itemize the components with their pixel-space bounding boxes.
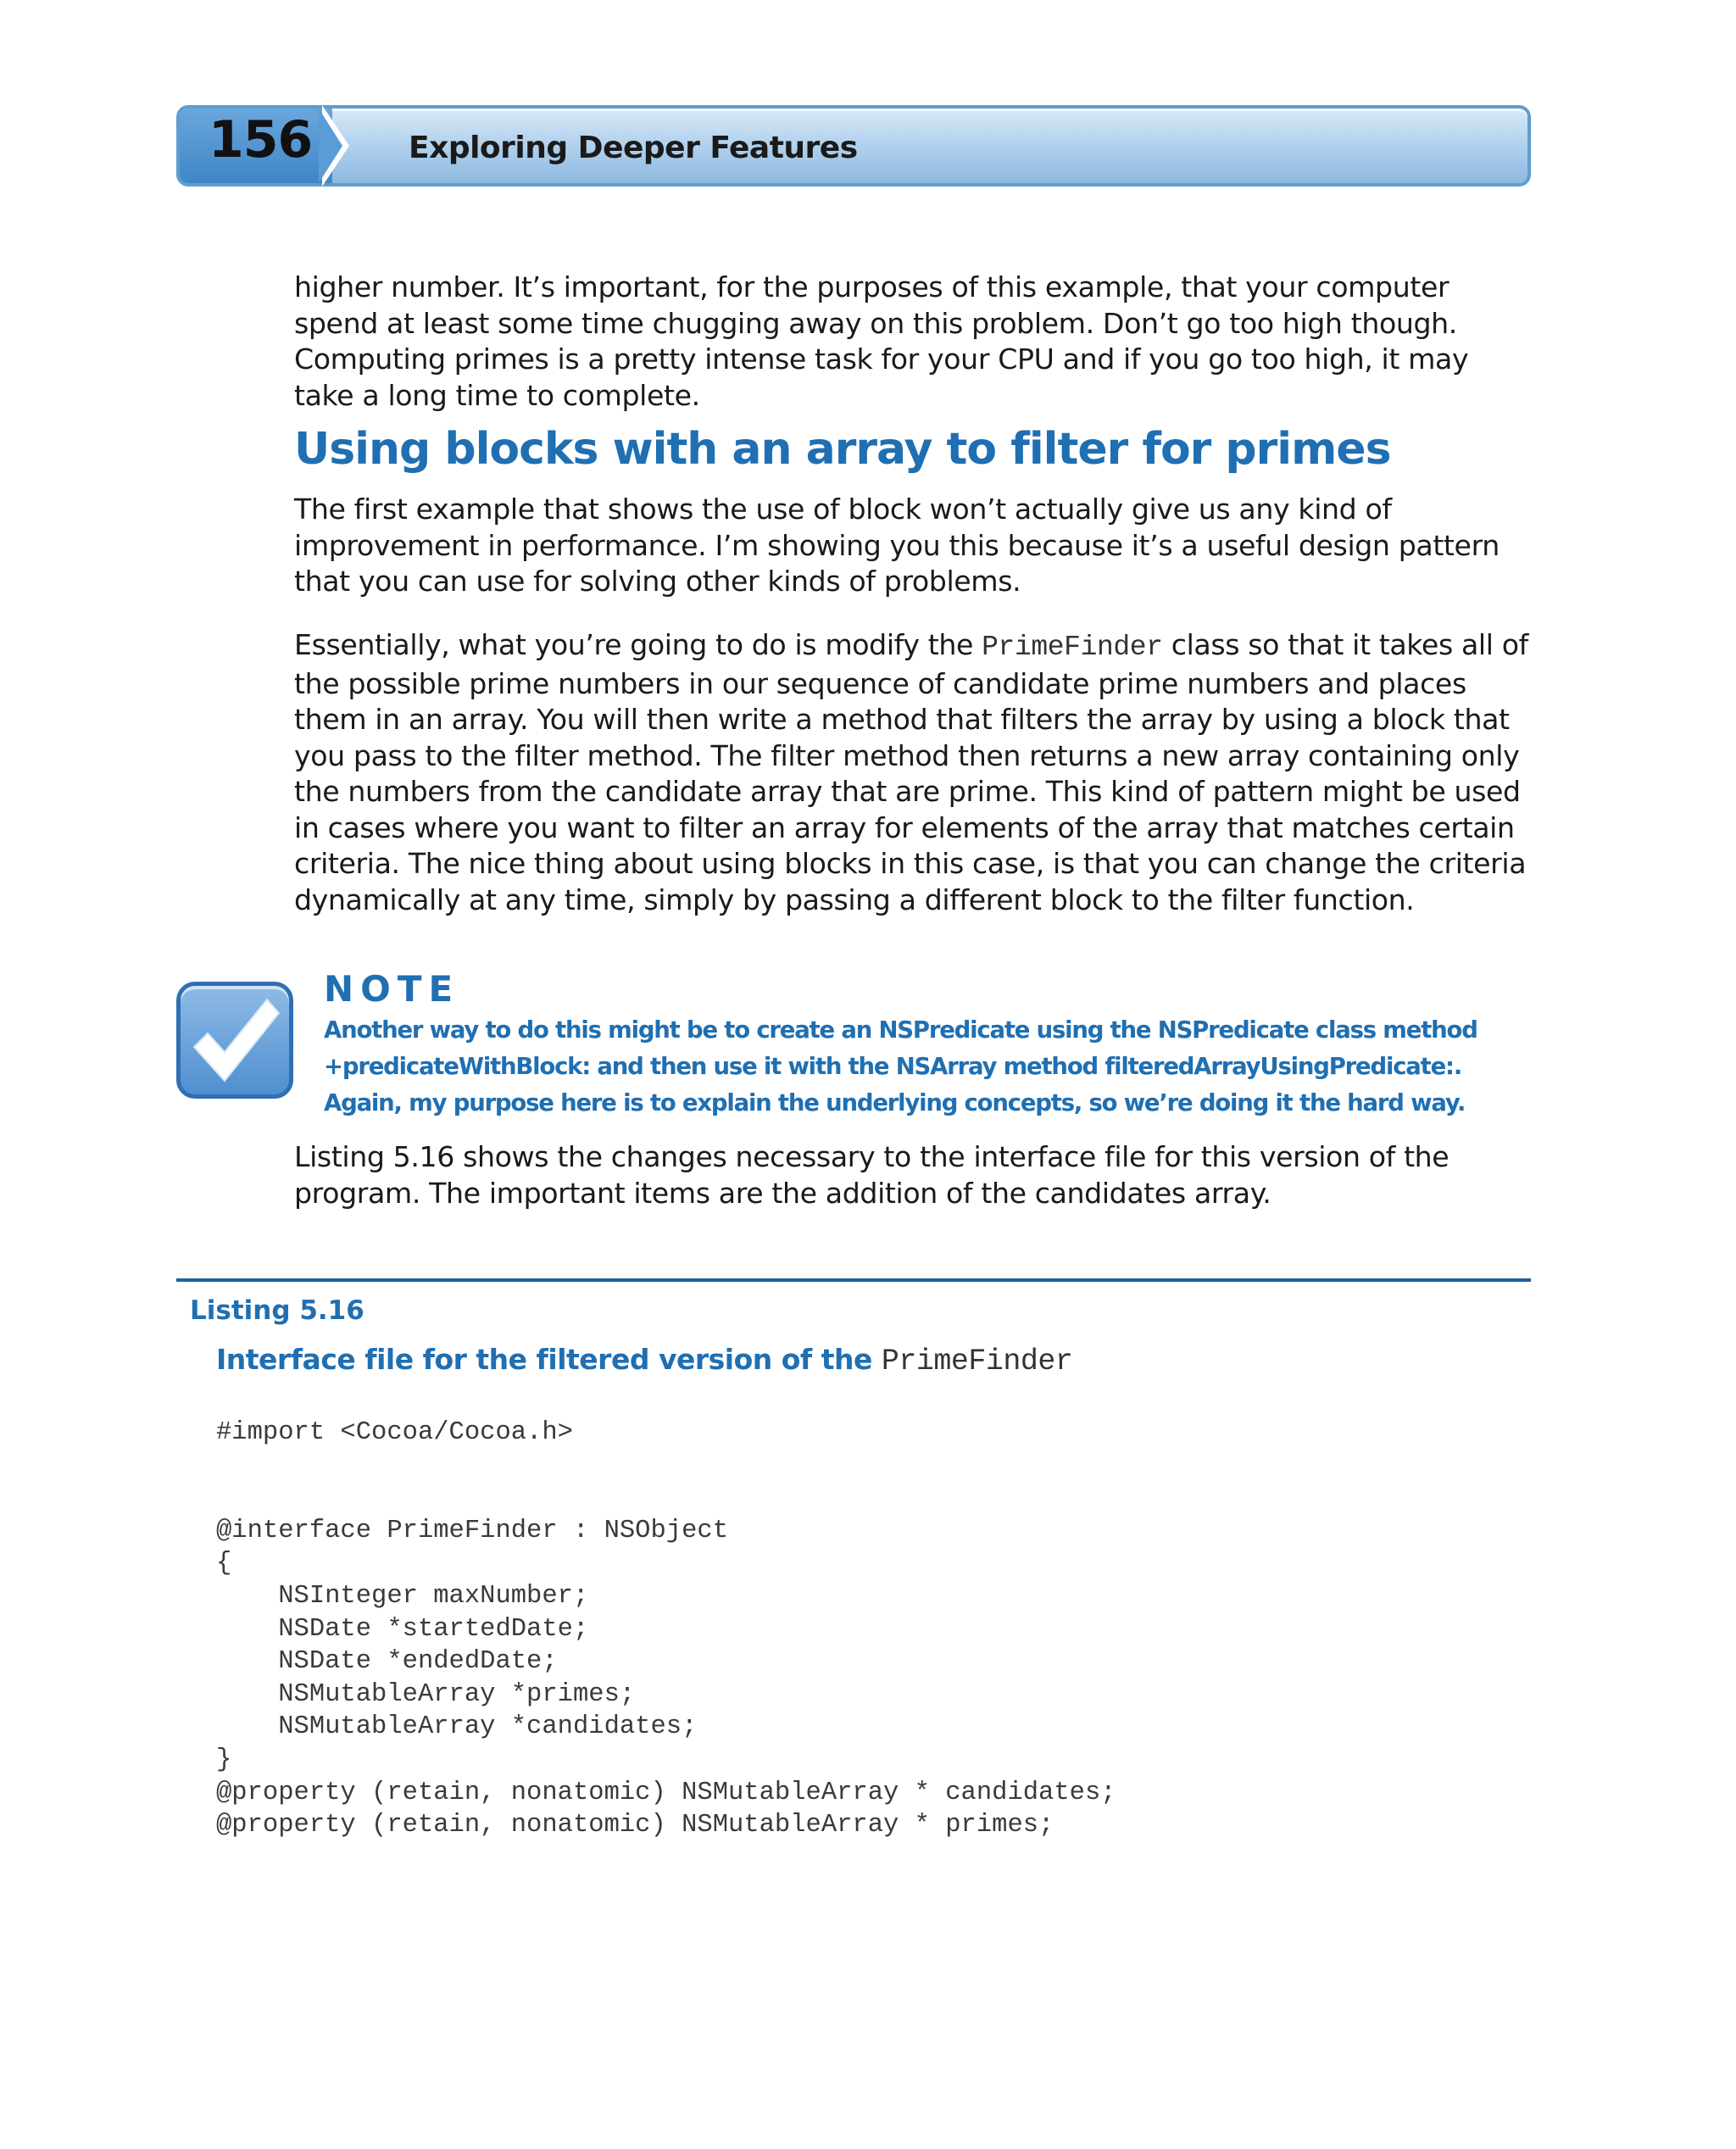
code-line: @property (retain, nonatomic) NSMutableArray * candidates; (216, 1778, 1116, 1807)
code-listing (216, 1417, 1116, 1842)
checkmark-glyph (189, 993, 282, 1088)
paragraph-second-rest: class so that it takes all of the possible prime numbers in our sequence of candidate prime numbers and places them in an array. You will then write a method that filters the array by using a block that you pass to the filter method. The filter method then returns a new array containing only the numbers from the candidate array that are prime. This kind of pattern might be used in cases where you want to filter an array for elements of the array that matches certain criteria. The nice thing about using blocks in this case, is that you can change the criteria dynamically at any time, simply by passing a different block to the filter function. (294, 628, 1528, 916)
code-line: { (216, 1549, 232, 1578)
listing-caption-text: Interface file for the filtered version of the (216, 1343, 882, 1376)
code-line: @property (retain, nonatomic) NSMutableArray * primes; (216, 1811, 1054, 1840)
code-line: @interface PrimeFinder : NSObject (216, 1516, 728, 1545)
code-line: NSDate *endedDate; (216, 1647, 558, 1677)
code-line (216, 1450, 1116, 1483)
intro-paragraph: higher number. It’s important, for the purposes of this example, that your computer spend at least some time chugging away on this problem. Don’t go too high though. Computing primes is a pretty intense task for your CPU and if you go too high, it may take a long time to complete. (294, 270, 1469, 412)
code-line: } (216, 1745, 232, 1774)
checkmark-icon (176, 982, 293, 1099)
note-title: NOTE (324, 968, 460, 1010)
paragraph-second (294, 627, 1532, 918)
listing-divider (176, 1278, 1531, 1282)
section-heading: Using blocks with an array to filter for primes (294, 424, 1391, 475)
code-line: NSInteger maxNumber; (216, 1581, 589, 1611)
paragraph-second-lead: Essentially, what you’re going to do is modify the (294, 628, 982, 661)
code-line: NSMutableArray *candidates; (216, 1712, 698, 1742)
code-line: #import <Cocoa/Cocoa.h> (216, 1418, 573, 1447)
chapter-header-bar (176, 105, 1531, 187)
listing-label: Listing 5.16 (190, 1295, 364, 1326)
code-line (216, 1482, 1116, 1515)
listing-caption-code: PrimeFinder (881, 1345, 1073, 1378)
paragraph-third: Listing 5.16 shows the changes necessary to the interface file for this version of the program. The important items are the addition of the candidates array. (294, 1140, 1449, 1210)
chevron-inner (319, 109, 342, 183)
listing-caption (216, 1343, 1072, 1378)
chapter-title: Exploring Deeper Features (409, 131, 858, 165)
code-line: NSMutableArray *primes; (216, 1679, 636, 1709)
note-text: Another way to do this might be to create an NSPredicate using the NSPredicate class method +predicateWithBlock: and then use it with the NSArray method filteredArrayUsingPredicate:. Again, my purpose here is to explain the underlying concepts, so we’re doing it the hard way. (324, 1016, 1477, 1116)
inline-code-primefinder: PrimeFinder (982, 632, 1163, 663)
paragraph-first: The first example that shows the use of block won’t actually give us any kind of improvement in performance. I’m showing you this because it’s a useful design pattern that you can use for solving other kinds of problems. (294, 493, 1500, 598)
page-number: 156 (209, 110, 313, 170)
code-line: NSDate *startedDate; (216, 1614, 589, 1644)
